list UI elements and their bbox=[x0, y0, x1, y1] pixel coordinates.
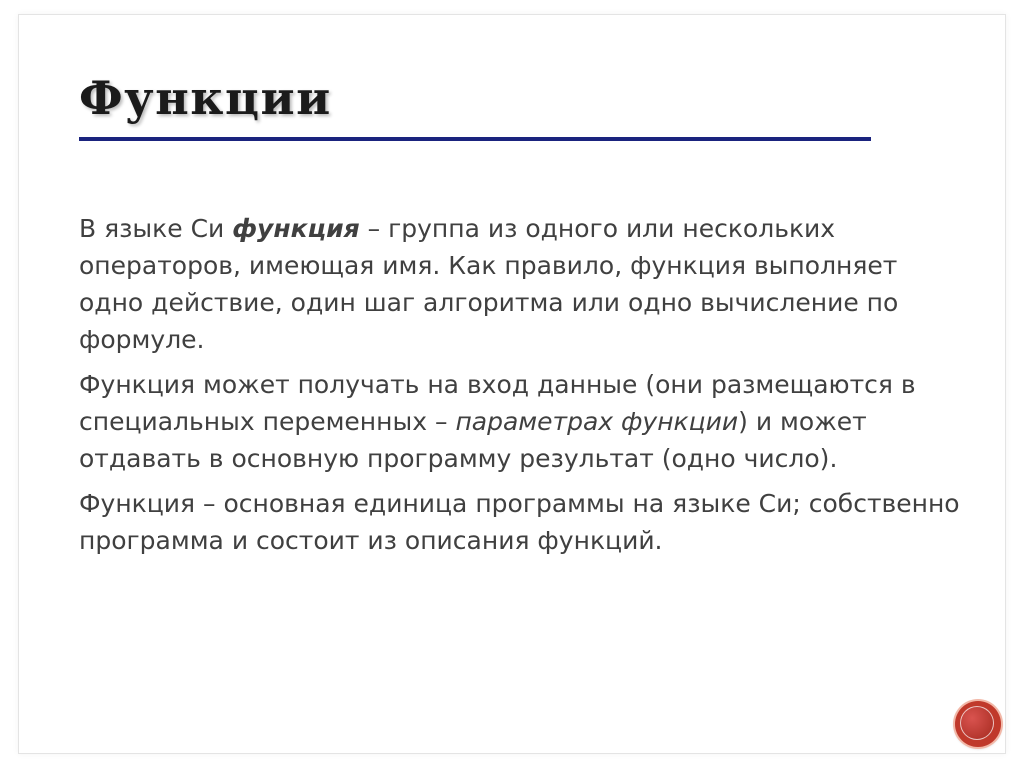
paragraph-text: – группа из одного или нескольких операторов, имеющая имя. Как правило, функция выполняет одно действие, один шаг алгоритма или одно вычисление по формуле. bbox=[79, 214, 899, 354]
paragraph-definition bbox=[79, 210, 969, 358]
paragraph-text: В языке Си bbox=[79, 214, 233, 243]
paragraph-parameters bbox=[79, 366, 969, 477]
emphasized-term: функция bbox=[232, 214, 360, 243]
paragraph-text: Функция – основная единица программы на языке Си; собственно программа и состоит из описания функций. bbox=[79, 489, 960, 555]
slide-body bbox=[79, 210, 969, 567]
slide-number-badge-icon bbox=[955, 701, 1001, 747]
paragraph-text: ) и может отдавать в основную программу результат (одно число). bbox=[79, 407, 867, 473]
paragraph-program-unit bbox=[79, 485, 969, 559]
title-underline bbox=[79, 137, 871, 141]
badge-inner-ring bbox=[960, 706, 994, 740]
emphasized-term: параметрах функции bbox=[455, 407, 739, 436]
slide-title: Функции bbox=[79, 71, 332, 125]
paragraph-text: Функция может получать на вход данные (они размещаются в специальных переменных – bbox=[79, 370, 916, 436]
